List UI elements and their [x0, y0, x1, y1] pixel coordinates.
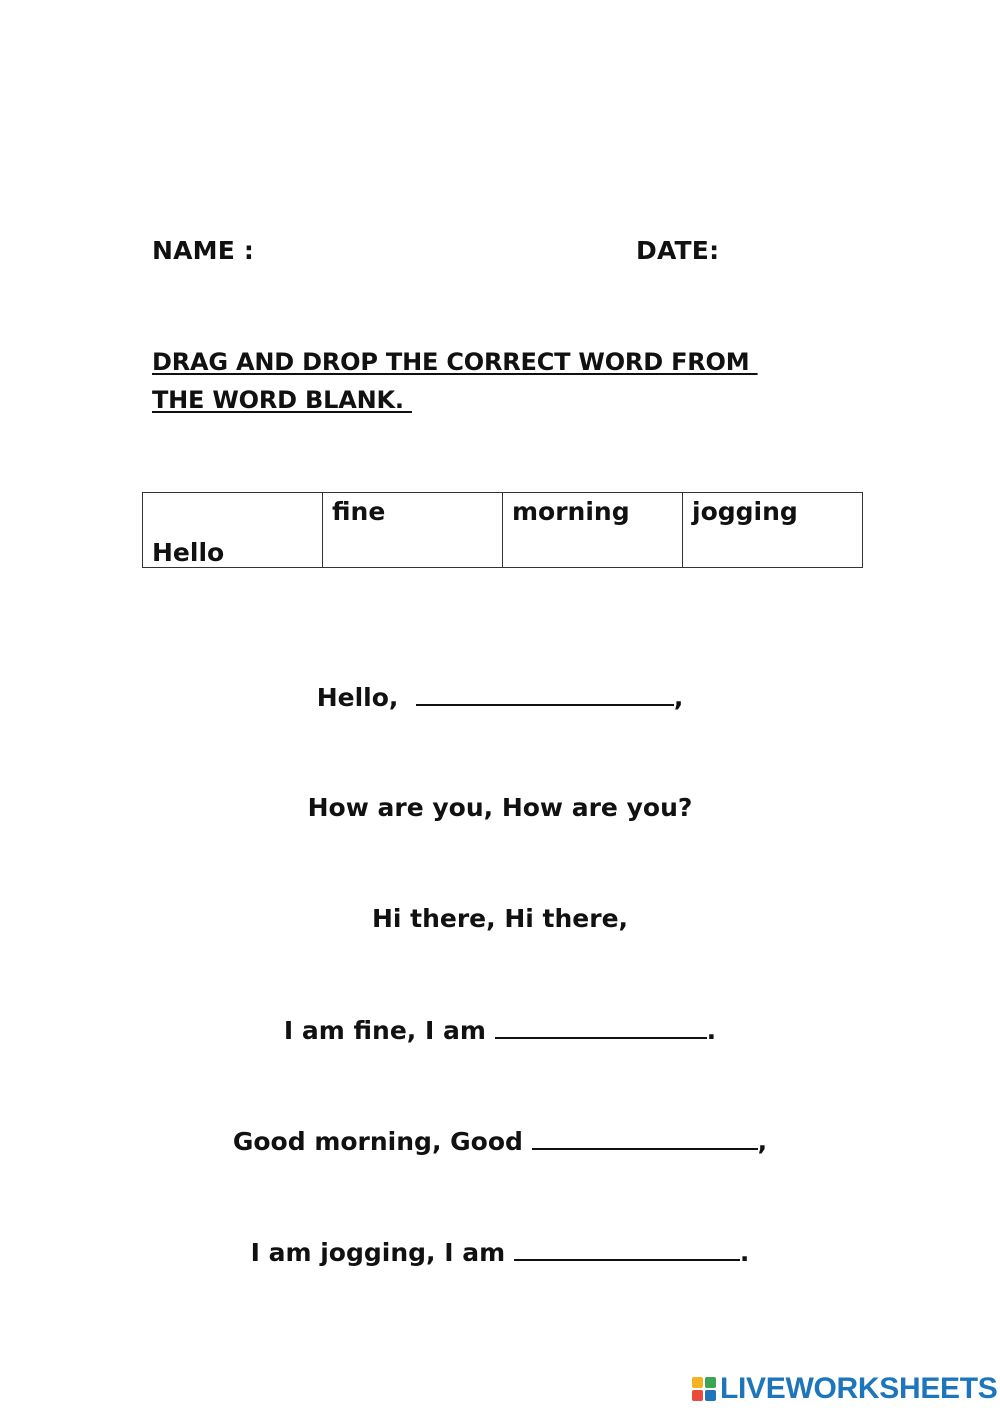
word-bank-cell-fine[interactable]: [323, 493, 503, 568]
instruction-line-2: THE WORD BLANK.: [152, 386, 412, 414]
song-line-6: [0, 1237, 1000, 1267]
song-line-1-prefix: Hello,: [316, 683, 399, 712]
drop-blank-2[interactable]: [495, 1015, 707, 1039]
instruction-line-1: DRAG AND DROP THE CORRECT WORD FROM: [152, 348, 758, 376]
watermark-text: LIVEWORKSHEETS: [720, 1372, 998, 1405]
liveworksheets-watermark: [692, 1372, 998, 1406]
song-line-6-suffix: .: [739, 1238, 750, 1267]
word-bank-word: fine: [332, 497, 386, 526]
date-label: DATE:: [636, 236, 720, 265]
song-line-1-suffix: ,: [673, 683, 684, 712]
word-bank-word: morning: [512, 497, 630, 526]
song-line-5: [0, 1126, 1000, 1156]
word-bank-word: jogging: [692, 497, 798, 526]
liveworksheets-logo-icon: [692, 1377, 716, 1401]
song-line-4: [0, 1015, 1000, 1045]
word-bank-cell-hello[interactable]: [143, 493, 323, 568]
song-line-5-prefix: Good morning, Good: [232, 1127, 523, 1156]
song-line-6-prefix: I am jogging, I am: [250, 1238, 506, 1267]
song-line-3: Hi there, Hi there,: [371, 904, 629, 933]
drop-blank-1[interactable]: [416, 682, 674, 706]
name-label: NAME :: [152, 236, 255, 265]
song-line-1: [0, 682, 1000, 712]
song-line-4-prefix: I am fine, I am: [283, 1016, 486, 1045]
word-bank-word: Hello: [152, 538, 225, 567]
song-line-2: How are you, How are you?: [307, 793, 693, 822]
drop-blank-4[interactable]: [514, 1237, 740, 1261]
word-bank-cell-morning[interactable]: [503, 493, 683, 568]
word-bank-cell-jogging[interactable]: [683, 493, 863, 568]
drop-blank-3[interactable]: [532, 1126, 758, 1150]
song-line-4-suffix: .: [706, 1016, 717, 1045]
song-line-5-suffix: ,: [757, 1127, 768, 1156]
word-bank-table: [142, 492, 863, 568]
